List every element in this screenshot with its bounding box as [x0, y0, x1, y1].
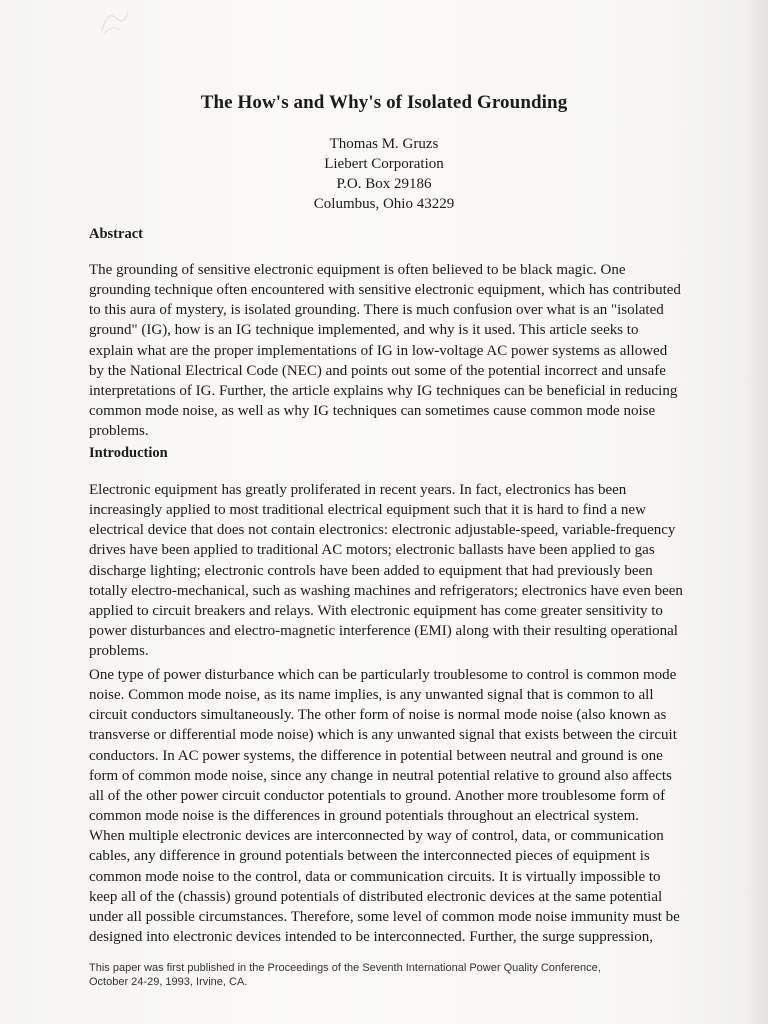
introduction-paragraph-2: [89, 665, 694, 947]
publication-footnote: [89, 961, 601, 989]
text-line: common mode noise, as well as why IG techniques can sometimes cause common mode noise: [89, 403, 656, 420]
abstract-paragraph: [89, 260, 694, 441]
text-line: drives have been applied to traditional AC motors; electronic ballasts have been applied to gas: [89, 542, 655, 559]
text-line: electrical device that does not contain electronics: electronic adjustable-speed, variable-frequency: [89, 522, 676, 539]
text-line: keep all of the (chassis) ground potentials of distributed electronic devices at the same potential: [89, 888, 663, 905]
text-line: applied to circuit breakers and relays. With electronic equipment has come greater sensitivity to: [89, 602, 663, 619]
text-line: power disturbances and electro-magnetic interference (EMI) along with their resulting operational: [89, 623, 678, 640]
section-heading-abstract: Abstract: [89, 226, 143, 242]
text-line: common mode noise is the differences in ground potentials throughout an electrical system.: [89, 808, 640, 825]
faint-stamp-mark: [98, 4, 132, 38]
author-address-line-1: P.O. Box 29186: [336, 176, 432, 192]
text-line: discharge lighting; electronic controls have been added to equipment that had previously been: [89, 562, 653, 579]
footnote-line: October 24-29, 1993, Irvine, CA.: [89, 976, 248, 988]
text-line: by the National Electrical Code (NEC) and points out some of the potential incorrect and unsafe: [89, 362, 666, 379]
author-name: Thomas M. Gruzs: [329, 136, 439, 152]
text-line: conductors. In AC power systems, the difference in potential between neutral and ground is one: [89, 747, 663, 764]
text-line: form of common mode noise, since any change in neutral potential relative to ground also affects: [89, 767, 672, 784]
text-line: noise. Common mode noise, as its name implies, is any unwanted signal that is common to all: [89, 687, 654, 704]
paper-title: The How's and Why's of Isolated Grounding: [200, 92, 568, 113]
text-line: increasingly applied to most traditional electrical equipment such that it is hard to find a new: [89, 502, 646, 519]
text-line: circuit conductors simultaneously. The other form of noise is normal mode noise (also known as: [89, 707, 667, 724]
text-line: to this aura of mystery, is isolated grounding. There is much confusion over what is an "isolated: [89, 302, 664, 319]
text-line: problems.: [89, 643, 149, 660]
text-line: Electronic equipment has greatly proliferated in recent years. In fact, electronics has been: [89, 482, 627, 498]
text-line: ground" (IG), how is an IG technique implemented, and why is it used. This article seeks to: [89, 322, 639, 339]
text-line: all of the other power circuit conductor potentials to ground. Another more troublesome form of: [89, 787, 666, 804]
text-line: cables, any difference in ground potentials between the interconnected pieces of equipment is: [89, 848, 650, 865]
text-line: When multiple electronic devices are interconnected by way of control, data, or communication: [89, 828, 664, 845]
text-line: problems.: [89, 423, 149, 440]
author-block: [0, 134, 768, 214]
author-organization: Liebert Corporation: [324, 156, 444, 172]
introduction-paragraph-1: [89, 480, 694, 661]
text-line: common mode noise to the control, data or communication circuits. It is virtually impossible to: [89, 868, 661, 885]
text-line: designed into electronic devices intended to be interconnected. Further, the surge suppression,: [89, 929, 653, 946]
author-address-line-2: Columbus, Ohio 43229: [313, 196, 455, 212]
text-line: transverse or differential mode noise) which is any unwanted signal that exists between the circuit: [89, 727, 677, 744]
footnote-line: This paper was first published in the Proceedings of the Seventh International Power Quality Conference,: [89, 962, 601, 974]
text-line: The grounding of sensitive electronic equipment is often believed to be black magic. One: [89, 262, 626, 278]
text-line: One type of power disturbance which can be particularly troublesome to control is common mode: [89, 667, 677, 683]
section-heading-introduction: Introduction: [89, 445, 168, 461]
text-line: interpretations of IG. Further, the article explains why IG techniques can be beneficial in reducing: [89, 382, 678, 399]
text-line: explain what are the proper implementations of IG in low-voltage AC power systems as allowed: [89, 342, 668, 359]
text-line: totally electro-mechanical, such as washing machines and refrigerators; electronics have even been: [89, 582, 683, 599]
text-line: grounding technique often encountered with sensitive electronic equipment, which has contributed: [89, 282, 681, 299]
text-line: under all possible circumstances. Therefore, some level of common mode noise immunity must be: [89, 908, 680, 925]
